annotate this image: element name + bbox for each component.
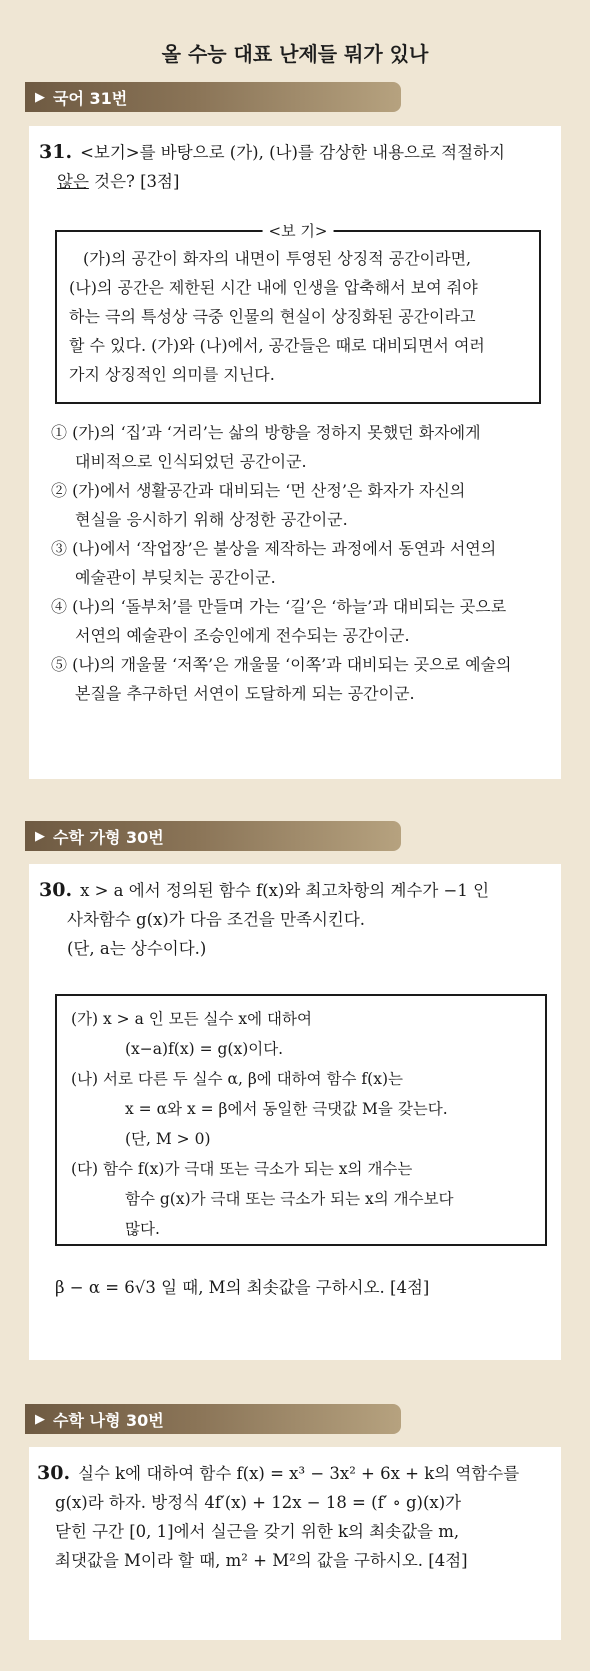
section-tab-label: 수학 나형 30번 xyxy=(53,1410,164,1430)
condition-da: (다) 함수 f(x)가 극대 또는 극소가 되는 x의 개수는 xyxy=(71,1160,413,1178)
question-card-math-na xyxy=(29,1447,561,1640)
option-5: ⑤ (나)의 개울물 ‘저쪽’은 개울물 ‘이쪽’과 대비되는 곳으로 예술의 xyxy=(51,655,512,674)
condition-da-end: 많다. xyxy=(125,1220,160,1238)
question-card-math-ga xyxy=(29,864,561,1360)
condition-na-cont: x = α와 x = β에서 동일한 극댓값 M을 갖는다. xyxy=(125,1100,448,1118)
question-stem-line3: (단, a는 상수이다.) xyxy=(67,939,207,958)
option-3: ③ (나)에서 ‘작업장’은 불상을 제작하는 과정에서 동연과 서연의 xyxy=(51,539,497,558)
question-line: 최댓값을 M이라 할 때, m² + M²의 값을 구하시오. [4점] xyxy=(55,1551,468,1570)
option-2-cont: 현실을 응시하기 위해 상정한 공간이군. xyxy=(75,510,348,529)
option-1: ① (가)의 ‘집’과 ‘거리’는 삶의 방향을 정하지 못했던 화자에게 xyxy=(51,423,481,442)
example-box xyxy=(55,222,541,404)
example-line: (가)의 공간이 화자의 내면이 투영된 상징적 공간이라면, xyxy=(83,249,472,268)
question-line: g(x)라 하자. 방정식 4f′(x) + 12x − 18 = (f′ ∘ g)(x)가 xyxy=(55,1493,462,1512)
condition-na-note: (단, M > 0) xyxy=(125,1130,211,1148)
question-card-korean xyxy=(29,126,561,779)
question-stem: 30. x > a 에서 정의된 함수 f(x)와 최고차항의 계수가 −1 인 xyxy=(39,879,490,901)
option-2: ② (가)에서 생활공간과 대비되는 ‘먼 산정’은 화자가 자신의 xyxy=(51,481,466,500)
example-line: (나)의 공간은 제한된 시간 내에 인생을 압축해서 보여 줘야 xyxy=(69,278,478,297)
question-final-line: β − α = 6√3 일 때, M의 최솟값을 구하시오. [4점] xyxy=(55,1278,430,1297)
conditions-box xyxy=(55,994,547,1246)
question-number: 30. xyxy=(39,879,73,901)
section-tab-korean xyxy=(25,82,401,112)
question-stem: 31. <보기>를 바탕으로 (가), (나)를 감상한 내용으로 적절하지 xyxy=(39,141,505,163)
arrow-icon: ▶ xyxy=(35,89,45,105)
question-number: 30. xyxy=(37,1462,71,1484)
question-stem-line2: 사차함수 g(x)가 다음 조건을 만족시킨다. xyxy=(67,910,366,929)
condition-ga: (가) x > a 인 모든 실수 x에 대하여 xyxy=(71,1010,312,1028)
condition-da-cont: 함수 g(x)가 극대 또는 극소가 되는 x의 개수보다 xyxy=(125,1190,454,1208)
condition-na: (나) 서로 다른 두 실수 α, β에 대하여 함수 f(x)는 xyxy=(71,1070,403,1088)
option-3-cont: 예술관이 부딪치는 공간이군. xyxy=(75,568,276,587)
option-4: ④ (나)의 ‘돌부처’를 만들며 가는 ‘길’은 ‘하늘’과 대비되는 곳으로 xyxy=(51,597,507,616)
section-tab-math-na xyxy=(25,1404,401,1434)
question-number: 31. xyxy=(39,141,73,163)
condition-ga-cont: (x−a)f(x) = g(x)이다. xyxy=(125,1040,284,1058)
arrow-icon: ▶ xyxy=(35,1411,45,1427)
example-line: 하는 극의 특성상 극중 인물의 현실이 상징화된 공간이라고 xyxy=(69,307,476,326)
options-list xyxy=(51,418,511,708)
page-title: 올 수능 대표 난제들 뭐가 있나 xyxy=(161,42,429,66)
option-1-cont: 대비적으로 인식되었던 공간이군. xyxy=(75,452,307,471)
example-line: 가지 상징적인 의미를 지닌다. xyxy=(69,365,275,384)
section-tab-math-ga xyxy=(25,821,401,851)
section-tab-label: 수학 가형 30번 xyxy=(53,827,164,847)
section-tab-label: 국어 31번 xyxy=(53,88,128,108)
example-box-title: <보 기> xyxy=(263,221,334,241)
example-line: 할 수 있다. (가)와 (나)에서, 공간들은 때로 대비되면서 여러 xyxy=(69,336,485,355)
option-4-cont: 서연의 예술관이 조승인에게 전수되는 공간이군. xyxy=(75,626,410,645)
question-line: 닫힌 구간 [0, 1]에서 실근을 갖기 위한 k의 최솟값을 m, xyxy=(55,1522,460,1541)
option-5-cont: 본질을 추구하던 서연이 도달하게 되는 공간이군. xyxy=(75,684,415,703)
emphasis-underlined: 않은 xyxy=(57,172,89,191)
question-stem-line2: 않은 것은? [3점] xyxy=(57,172,180,191)
question-stem: 30. 실수 k에 대하여 함수 f(x) = x³ − 3x² + 6x + k의 역함수를 xyxy=(37,1462,520,1484)
arrow-icon: ▶ xyxy=(35,828,45,844)
